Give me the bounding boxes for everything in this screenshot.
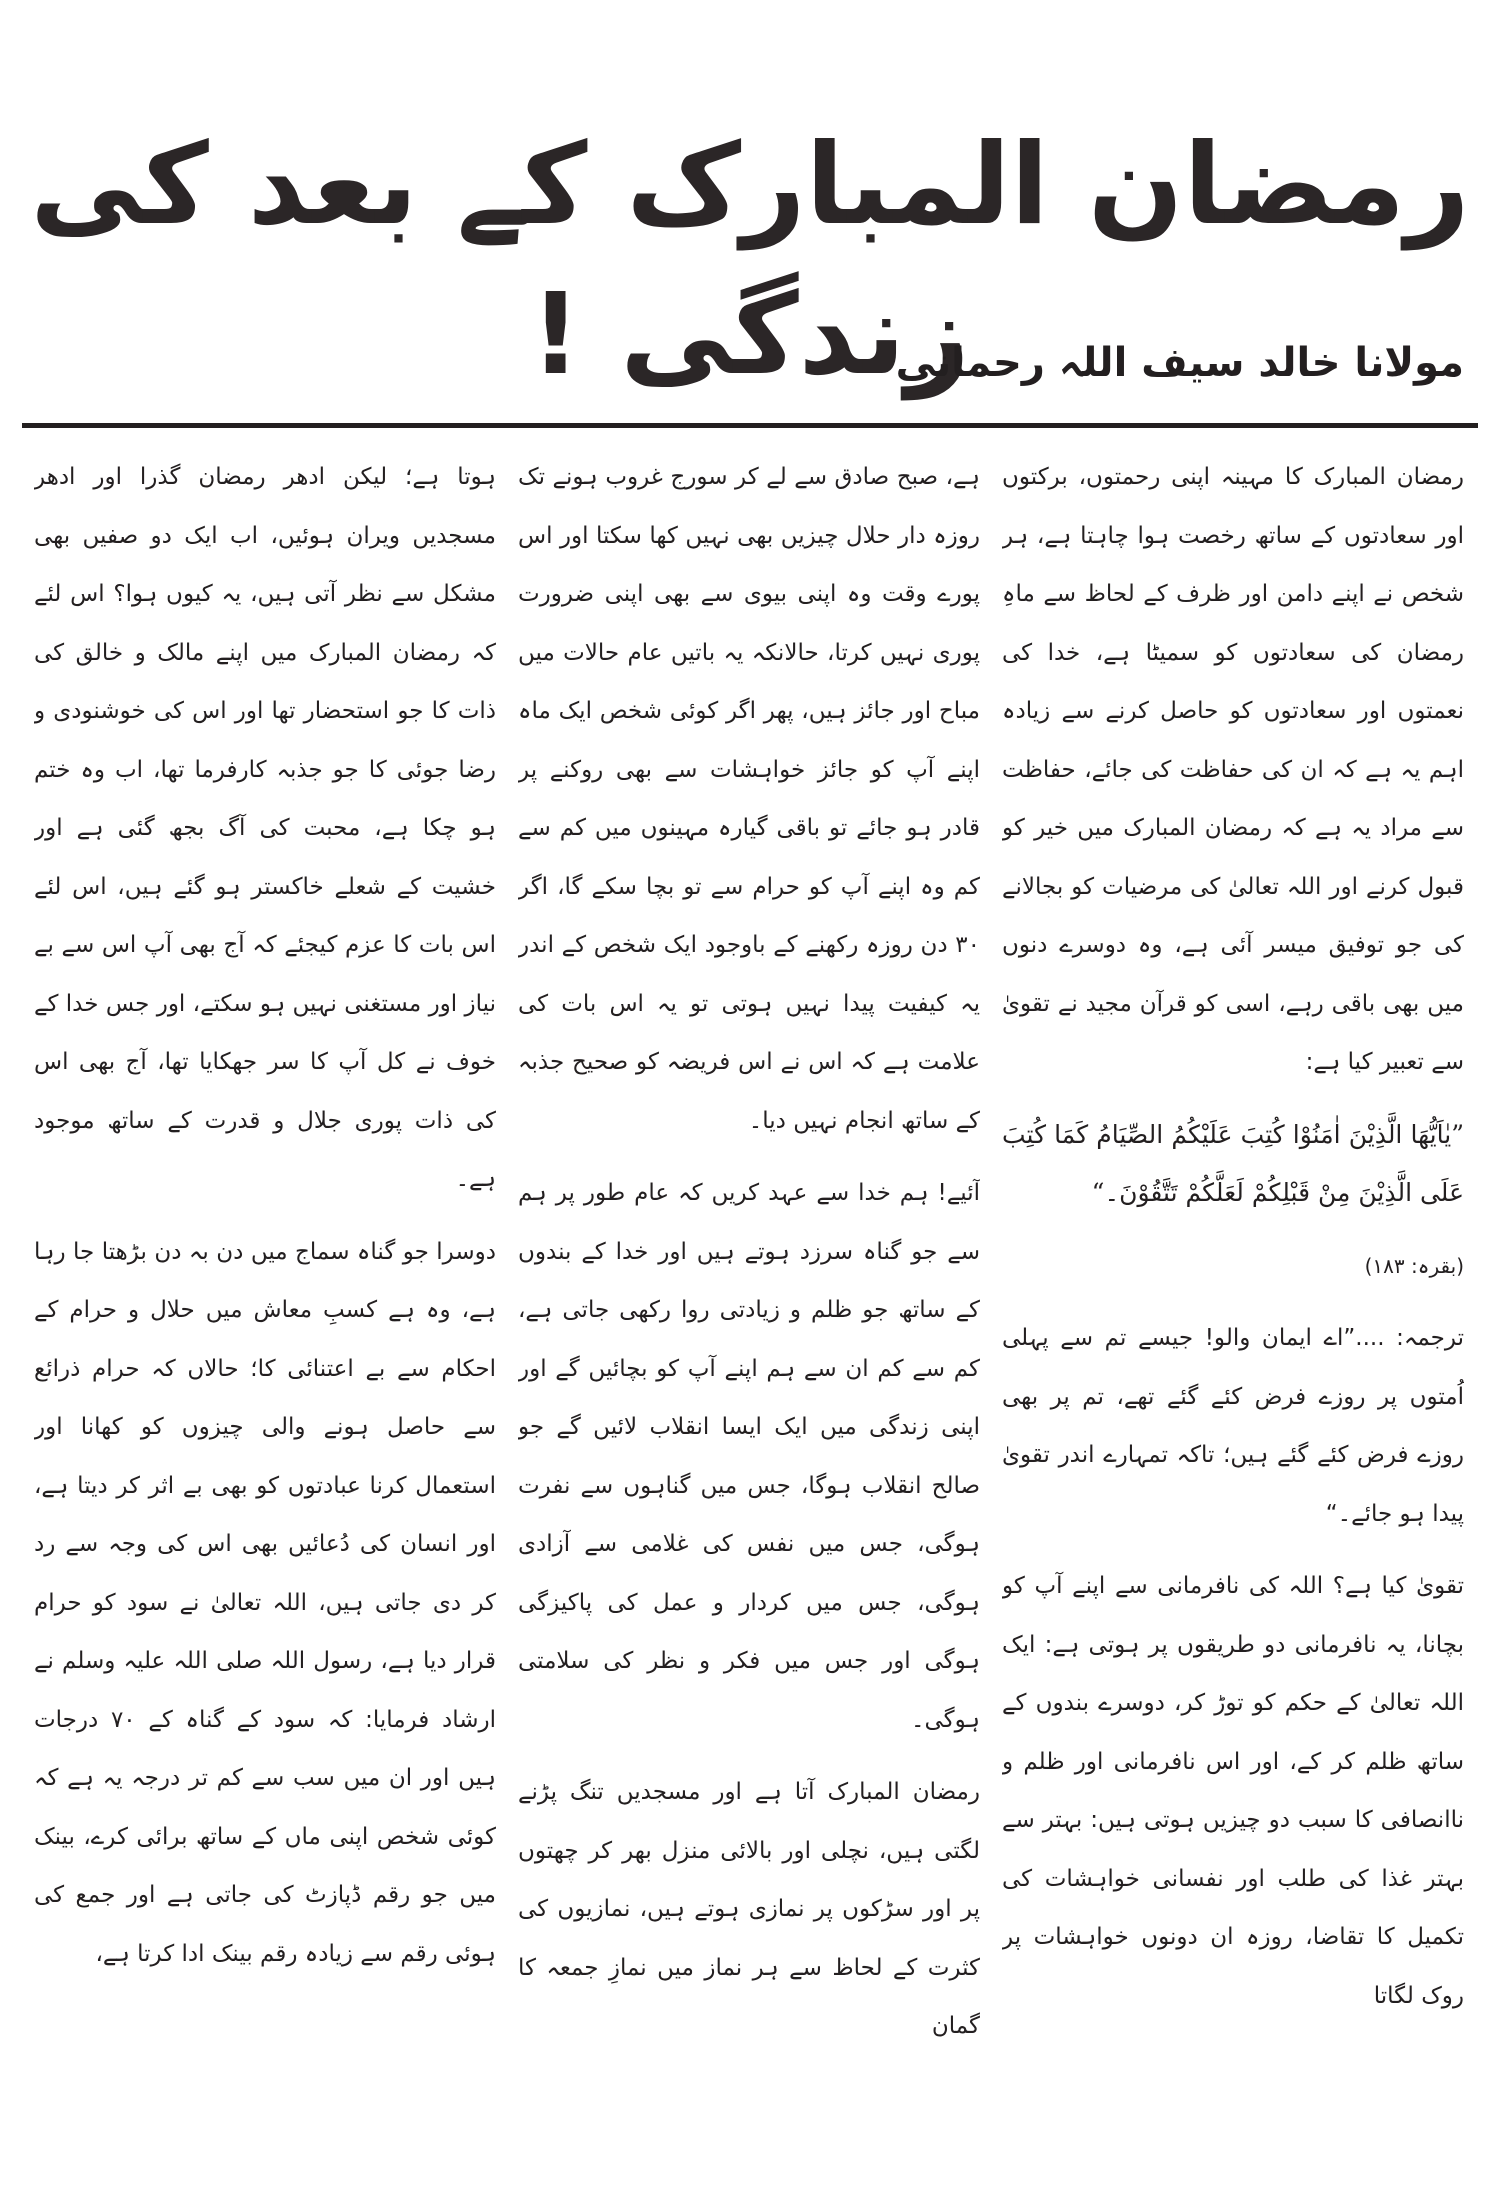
column-left bbox=[34, 448, 496, 2188]
paragraph: آئیے! ہم خدا سے عہد کریں کہ عام طور پر ہم سے جو گناہ سرزد ہوتے ہیں اور خدا کے بندوں کے ساتھ جو ظلم و زیادتی روا رکھی جاتی ہے، کم سے کم ان سے ہم اپنے آپ کو بچائیں گے اور اپنی زندگی میں ایک ایسا انقلاب لائیں گے جو صالح انقلاب ہوگا، جس میں گناہوں سے نفرت ہوگی، جس میں نفس کی غلامی سے آزادی ہوگی، جس میں کردار و عمل کی پاکیزگی ہوگی اور جس میں فکر و نظر کی سلامتی ہوگی۔ bbox=[518, 1180, 980, 1733]
author-byline: مولانا خالد سیف اللہ رحمانی bbox=[895, 340, 1464, 386]
verse-reference: (بقرہ: ۱۸۳) bbox=[1364, 1253, 1464, 1278]
paragraph: دوسرا جو گناہ سماج میں دن بہ دن بڑھتا جا رہا ہے، وہ ہے کسبِ معاش میں حلال و حرام کے احکام سے بے اعتنائی کا؛ حالاں کہ حرام ذرائع سے حاصل ہونے والی چیزوں کو کھانا اور استعمال کرنا عبادتوں کو بھی بے اثر کر دیتا ہے، اور انسان کی دُعائیں بھی اس کی وجہ سے رد کر دی جاتی ہیں، اللہ تعالیٰ نے سود کو حرام قرار دیا ہے، رسول اللہ صلی اللہ علیہ وسلم نے ارشاد فرمایا: کہ سود کے گناہ کے ۷۰ درجات ہیں اور ان میں سب سے کم تر درجہ یہ ہے کہ کوئی شخص اپنی ماں کے ساتھ برائی کرے، بینک میں جو رقم ڈپازٹ کی جاتی ہے اور جمع کی ہوئی رقم سے زیادہ رقم بینک ادا کرتا ہے، bbox=[34, 1238, 496, 1967]
column-right bbox=[1002, 448, 1464, 2188]
paragraph: ہوتا ہے؛ لیکن ادھر رمضان گذرا اور ادھر مسجدیں ویران ہوئیں، اب ایک دو صفیں بھی مشکل سے نظر آتی ہیں، یہ کیوں ہوا؟ اس لئے کہ رمضان المبارک میں اپنے مالک و خالق کی ذات کا جو استحضار تھا اور اس کی خوشنودی و رضا جوئی کا جو جذبہ کارفرما تھا، اب وہ ختم ہو چکا ہے، محبت کی آگ بجھ گئی ہے اور خشیت کے شعلے خاکستر ہو گئے ہیں، اس لئے اس بات کا عزم کیجئے کہ آج بھی آپ اس سے بے نیاز اور مستغنی نہیں ہو سکتے، اور جس خدا کے خوف نے کل آپ کا سر جھکایا تھا، آج بھی اس کی ذات پوری جلال و قدرت کے ساتھ موجود ہے۔ bbox=[34, 464, 496, 1192]
paragraph: تقویٰ کیا ہے؟ اللہ کی نافرمانی سے اپنے آپ کو بچانا، یہ نافرمانی دو طریقوں پر ہوتی ہے: ایک اللہ تعالیٰ کے حکم کو توڑ کر، دوسرے بندوں کے ساتھ ظلم کر کے، اور اس نافرمانی اور ظلم و ناانصافی کا سبب دو چیزیں ہوتی ہیں: بہتر سے بہتر غذا کی طلب اور نفسانی خواہشات کی تکمیل کا تقاضا، روزہ ان دونوں خواہشات پر روک لگاتا bbox=[1002, 1573, 1464, 2009]
column-middle bbox=[518, 448, 980, 2188]
article-title: رمضان المبارک کے بعد کی زندگی ! bbox=[30, 120, 1470, 400]
paragraph: رمضان المبارک کا مہینہ اپنی رحمتوں، برکتوں اور سعادتوں کے ساتھ رخصت ہوا چاہتا ہے، ہر شخص نے اپنے دامن اور ظرف کے لحاظ سے ماہِ رمضان کی سعادتوں کو سمیٹا ہے، خدا کی نعمتوں اور سعادتوں کو حاصل کرنے سے زیادہ اہم یہ ہے کہ ان کی حفاظت کی جائے، حفاظت سے مراد یہ ہے کہ رمضان المبارک میں خیر کو قبول کرنے اور اللہ تعالیٰ کی مرضیات کو بجالانے کی جو توفیق میسر آئی ہے، وہ دوسرے دنوں میں بھی باقی رہے، اسی کو قرآن مجید نے تقویٰ سے تعبیر کیا ہے: bbox=[1002, 464, 1464, 1075]
paragraph: رمضان المبارک آتا ہے اور مسجدیں تنگ پڑنے لگتی ہیں، نچلی اور بالائی منزل بھر کر چھتوں پر اور سڑکوں پر نمازی ہوتے ہیں، نمازیوں کی کثرت کے لحاظ سے ہر نماز میں نمازِ جمعہ کا گمان bbox=[518, 1779, 980, 2039]
quran-verse: ”یٰاَیُّھَا الَّذِیْنَ اٰمَنُوْا کُتِبَ عَلَیْکُمُ الصِّیَامُ کَمَا کُتِبَ عَلَی الَّذِیْنَ مِنْ قَبْلِکُمْ لَعَلَّکُمْ تَتَّقُوْنَ۔“ bbox=[1002, 1119, 1464, 1207]
verse-translation: ترجمہ: ....”اے ایمان والو! جیسے تم سے پہلی اُمتوں پر روزے فرض کئے گئے تھے، تم پر بھی روزے فرض کئے گئے ہیں؛ تاکہ تمہارے اندر تقویٰ پیدا ہو جائے۔“ bbox=[1002, 1325, 1464, 1527]
paragraph: ہے، صبح صادق سے لے کر سورج غروب ہونے تک روزہ دار حلال چیزیں بھی نہیں کھا سکتا اور اس پورے وقت وہ اپنی بیوی سے بھی اپنی ضرورت پوری نہیں کرتا، حالانکہ یہ باتیں عام حالات میں مباح اور جائز ہیں، پھر اگر کوئی شخص ایک ماہ اپنے آپ کو جائز خواہشات سے بھی روکنے پر قادر ہو جائے تو باقی گیارہ مہینوں میں کم سے کم وہ اپنے آپ کو حرام سے تو بچا سکے گا، اگر ۳۰ دن روزہ رکھنے کے باوجود ایک شخص کے اندر یہ کیفیت پیدا نہیں ہوتی تو یہ اس بات کی علامت ہے کہ اس نے اس فریضہ کو صحیح جذبہ کے ساتھ انجام نہیں دیا۔ bbox=[518, 464, 980, 1134]
header-divider bbox=[22, 423, 1478, 428]
